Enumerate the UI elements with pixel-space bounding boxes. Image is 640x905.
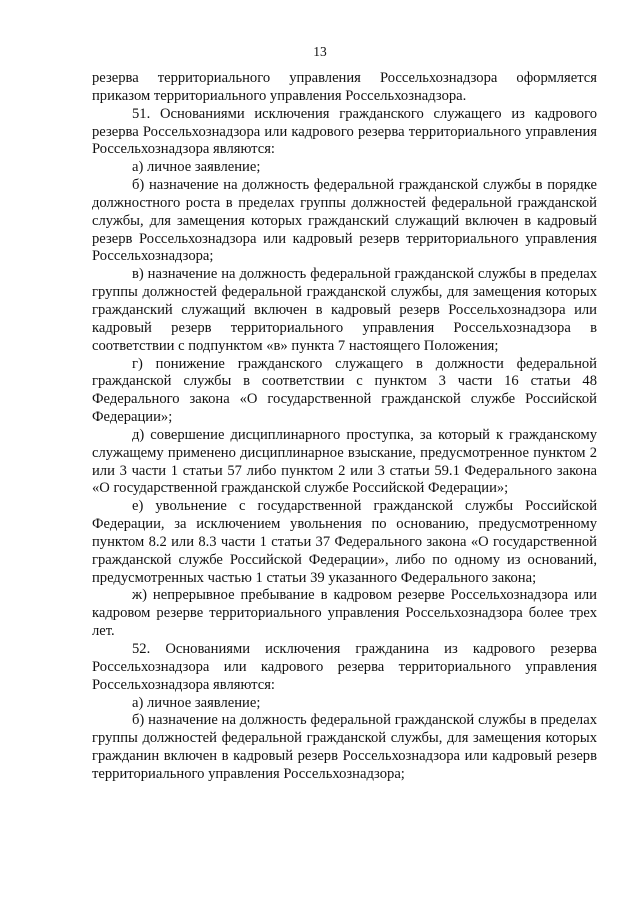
paragraph-51-a: а) личное заявление; [132,159,261,176]
paragraph-52-b: б) назначение на должность федеральной гражданской службы в пределах группы должностей федеральной гражданской службы, для замещения которых гражданин включен в кадровый резерв Россельхознадзора или кадровый резерв территориального управления Россельхознадзора; [92,712,597,782]
document-body [92,70,597,784]
paragraph-51-d: д) совершение дисциплинарного проступка, за который к гражданскому служащему применено дисциплинарное взыскание, предусмотренное пунктом 2 или 3 части 1 статьи 57 либо пунктом 2 или 3 статьи 59.1 Федерального закона «О государственной гражданской службе Российской Федерации»; [92,426,597,497]
paragraph-52: 52. Основаниями исключения гражданина из кадрового резерва Россельхознадзора или кадрового резерва территориального управления Россельхознадзора являются: [92,641,597,693]
paragraph-51-g: г) понижение гражданского служащего в должности федеральной гражданской службы в соответствии с пунктом 3 части 16 статьи 48 Федерального закона «О государственной гражданской службе Российской Федерации»; [92,355,597,426]
paragraph-51-e: е) увольнение с государственной гражданской службы Российской Федерации, за исключением увольнения по основанию, предусмотренному пунктом 8.2 или 8.3 части 1 статьи 37 Федерального закона «О государственной гражданской службе Российской Федерации», либо по одному из оснований, предусмотренных частью 1 статьи 39 указанного Федерального закона; [92,498,597,586]
paragraph-52-a: а) личное заявление; [132,694,261,711]
paragraph-51-b: б) назначение на должность федеральной гражданской службы в порядке должностного роста в пределах группы должностей федеральной гражданской службы, для замещения которых гражданский служащий включен в кадровый резерв Россельхознадзора или кадровый резерв территориального управления Россельхознадзора; [92,177,597,265]
page-number: 13 [313,44,327,59]
paragraph-51-v: в) назначение на должность федеральной гражданской службы в пределах группы должностей федеральной гражданской службы, для замещения которых гражданский служащий включен в кадровый резерв Россельхознадзора или кадровый резерв территориального управления Россельхознадзора в соответствии с подпунктом «в» пункта 7 настоящего Положения; [92,266,597,354]
paragraph-51: 51. Основаниями исключения гражданского служащего из кадрового резерва Россельхознадзора или кадрового резерва территориального управления Россельхознадзора являются: [92,105,597,158]
paragraph-51-zh: ж) непрерывное пребывание в кадровом резерве Россельхознадзора или кадровом резерве территориального управления Россельхознадзора более трех лет. [92,587,597,640]
paragraph-continuation: резерва территориального управления Россельхознадзора оформляется приказом территориального управления Россельхознадзора. [92,70,597,104]
